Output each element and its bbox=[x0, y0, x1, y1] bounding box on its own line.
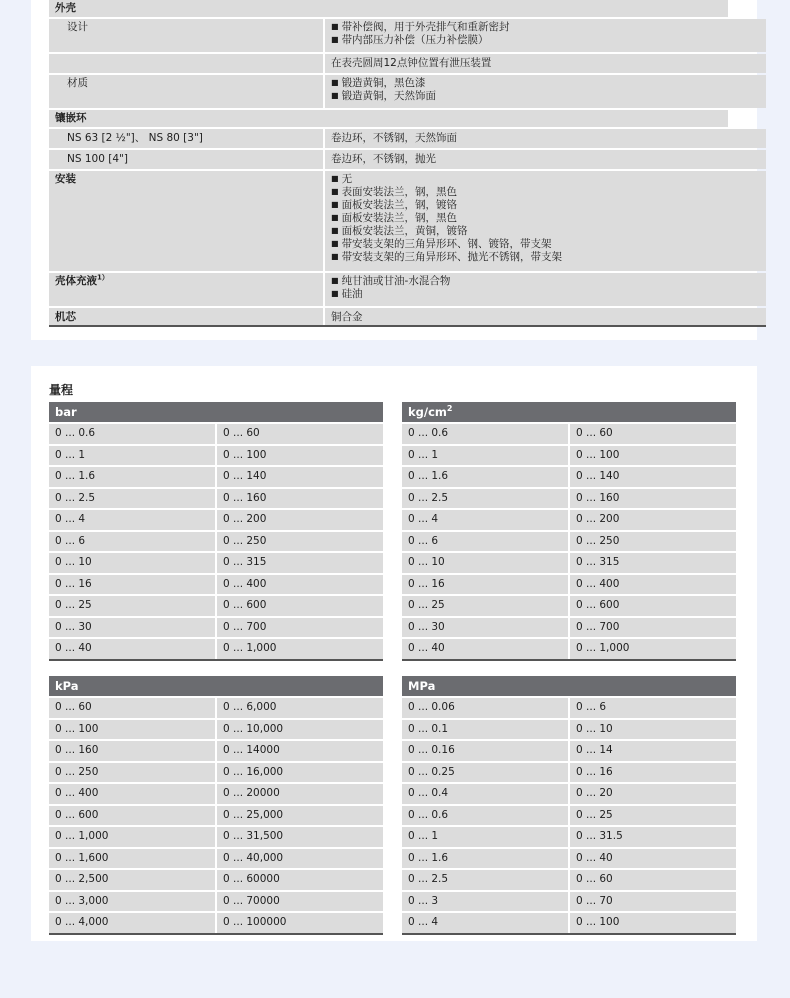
range-cell: 0 ... 31,500 bbox=[217, 825, 383, 847]
range-title: 量程 bbox=[49, 383, 74, 397]
range-cell: 0 ... 1,000 bbox=[570, 637, 736, 659]
range-cell: 0 ... 160 bbox=[570, 487, 736, 509]
material-item: ■ 锻造黄铜，天然饰面 bbox=[331, 90, 760, 103]
range-cell: 0 ... 700 bbox=[217, 616, 383, 638]
movement-label: 机芯 bbox=[49, 308, 323, 325]
range-cell: 0 ... 100 bbox=[49, 718, 215, 740]
range-cell: 0 ... 31.5 bbox=[570, 825, 736, 847]
spec-row-fill bbox=[49, 273, 766, 306]
fill-value bbox=[325, 273, 766, 306]
range-cell: 0 ... 100000 bbox=[217, 911, 383, 933]
range-cell: 0 ... 400 bbox=[217, 573, 383, 595]
spec-row-design-note bbox=[49, 54, 766, 73]
range-cell: 0 ... 16 bbox=[49, 573, 215, 595]
range-cell: 0 ... 30 bbox=[402, 616, 568, 638]
range-cell: 0 ... 315 bbox=[217, 551, 383, 573]
range-cell: 0 ... 6 bbox=[570, 696, 736, 718]
range-header bbox=[402, 402, 736, 422]
range-rows bbox=[49, 422, 383, 661]
range-cell: 0 ... 4 bbox=[49, 508, 215, 530]
range-cell: 0 ... 16 bbox=[570, 761, 736, 783]
range-cell: 0 ... 160 bbox=[49, 739, 215, 761]
range-cell: 0 ... 315 bbox=[570, 551, 736, 573]
table-row bbox=[49, 444, 383, 466]
bezel-size-2: NS 100 [4"] bbox=[49, 150, 323, 169]
mounting-item: ■ 面板安装法兰，钢，镀铬 bbox=[331, 199, 760, 212]
range-header bbox=[402, 676, 736, 696]
range-cell: 0 ... 140 bbox=[570, 465, 736, 487]
range-cell: 0 ... 1 bbox=[49, 444, 215, 466]
table-row bbox=[402, 551, 736, 573]
bezel-label: 镶嵌环 bbox=[49, 110, 728, 127]
range-cell: 0 ... 0.6 bbox=[402, 422, 568, 444]
range-cell: 0 ... 3,000 bbox=[49, 890, 215, 912]
table-row bbox=[402, 782, 736, 804]
table-row bbox=[402, 911, 736, 933]
table-row bbox=[402, 761, 736, 783]
table-row bbox=[49, 530, 383, 552]
table-row bbox=[49, 696, 383, 718]
range-cell: 0 ... 25 bbox=[49, 594, 215, 616]
range-cell: 0 ... 6 bbox=[49, 530, 215, 552]
table-row bbox=[49, 465, 383, 487]
table-row bbox=[49, 637, 383, 659]
range-cell: 0 ... 700 bbox=[570, 616, 736, 638]
range-cell: 0 ... 1,000 bbox=[217, 637, 383, 659]
range-cell: 0 ... 400 bbox=[570, 573, 736, 595]
range-header-label: kPa bbox=[55, 679, 79, 693]
spec-row-bezel-1 bbox=[49, 129, 766, 148]
range-header bbox=[49, 676, 383, 696]
range-cell: 0 ... 1 bbox=[402, 444, 568, 466]
design-item: ■ 带补偿阀，用于外壳排气和重新密封 bbox=[331, 21, 760, 34]
range-cell: 0 ... 40,000 bbox=[217, 847, 383, 869]
range-cell: 0 ... 60 bbox=[49, 696, 215, 718]
range-cell: 0 ... 25 bbox=[402, 594, 568, 616]
range-cell: 0 ... 400 bbox=[49, 782, 215, 804]
mounting-item: ■ 带安装支架的三角异形环、钢、镀铬，带支架 bbox=[331, 238, 760, 251]
table-row bbox=[49, 890, 383, 912]
fill-label bbox=[49, 273, 323, 306]
table-row bbox=[49, 422, 383, 444]
housing-label: 外壳 bbox=[49, 0, 728, 17]
range-table-mpa bbox=[402, 676, 736, 935]
table-row bbox=[402, 573, 736, 595]
range-cell: 0 ... 10,000 bbox=[217, 718, 383, 740]
range-table-kgcm2 bbox=[402, 402, 736, 661]
table-row bbox=[49, 594, 383, 616]
design-item: ■ 带内部压力补偿（压力补偿膜） bbox=[331, 34, 760, 47]
mounting-value bbox=[325, 171, 766, 271]
spec-card bbox=[31, 0, 757, 340]
fill-item: ■ 硅油 bbox=[331, 288, 760, 301]
range-header-label: MPa bbox=[408, 679, 436, 693]
spec-row-bezel-2 bbox=[49, 150, 766, 169]
range-rows bbox=[402, 696, 736, 935]
range-cell: 0 ... 600 bbox=[217, 594, 383, 616]
table-row bbox=[49, 508, 383, 530]
table-row bbox=[402, 422, 736, 444]
table-row bbox=[49, 718, 383, 740]
range-cell: 0 ... 200 bbox=[570, 508, 736, 530]
spec-row-movement bbox=[49, 308, 766, 327]
design-label: 设计 bbox=[49, 19, 323, 52]
table-row bbox=[49, 911, 383, 933]
design-value bbox=[325, 19, 766, 52]
table-row bbox=[402, 847, 736, 869]
range-cell: 0 ... 16,000 bbox=[217, 761, 383, 783]
range-cell: 0 ... 25,000 bbox=[217, 804, 383, 826]
range-cell: 0 ... 250 bbox=[217, 530, 383, 552]
range-cell: 0 ... 0.06 bbox=[402, 696, 568, 718]
range-cell: 0 ... 2.5 bbox=[49, 487, 215, 509]
range-cell: 0 ... 1,000 bbox=[49, 825, 215, 847]
table-row bbox=[49, 761, 383, 783]
range-rows bbox=[49, 696, 383, 935]
mounting-item: ■ 无 bbox=[331, 173, 760, 186]
range-cell: 0 ... 14000 bbox=[217, 739, 383, 761]
range-cell: 0 ... 10 bbox=[49, 551, 215, 573]
range-cell: 0 ... 4 bbox=[402, 508, 568, 530]
range-cell: 0 ... 16 bbox=[402, 573, 568, 595]
mounting-item: ■ 表面安装法兰，钢，黑色 bbox=[331, 186, 760, 199]
table-row bbox=[402, 594, 736, 616]
bezel-value-2: 卷边环，不锈钢，抛光 bbox=[325, 150, 766, 169]
range-cell: 0 ... 160 bbox=[217, 487, 383, 509]
range-cell: 0 ... 10 bbox=[402, 551, 568, 573]
fill-item: ■ 纯甘油或甘油-水混合物 bbox=[331, 275, 760, 288]
range-cell: 0 ... 30 bbox=[49, 616, 215, 638]
table-row bbox=[402, 696, 736, 718]
table-row bbox=[402, 465, 736, 487]
range-cell: 0 ... 2.5 bbox=[402, 868, 568, 890]
range-table-bar bbox=[49, 402, 383, 661]
table-row bbox=[49, 868, 383, 890]
range-cell: 0 ... 140 bbox=[217, 465, 383, 487]
range-cell: 0 ... 40 bbox=[402, 637, 568, 659]
range-card bbox=[31, 366, 757, 941]
range-cell: 0 ... 1.6 bbox=[402, 847, 568, 869]
table-row bbox=[49, 739, 383, 761]
bezel-size-1: NS 63 [2 ½"]、 NS 80 [3"] bbox=[49, 129, 323, 148]
table-row bbox=[402, 637, 736, 659]
range-cell: 0 ... 0.16 bbox=[402, 739, 568, 761]
range-cell: 0 ... 600 bbox=[570, 594, 736, 616]
table-row bbox=[49, 573, 383, 595]
material-label: 材质 bbox=[49, 75, 323, 108]
range-cell: 0 ... 20 bbox=[570, 782, 736, 804]
range-cell: 0 ... 2,500 bbox=[49, 868, 215, 890]
spec-row-mounting bbox=[49, 171, 766, 271]
range-cell: 0 ... 70000 bbox=[217, 890, 383, 912]
range-cell: 0 ... 60000 bbox=[217, 868, 383, 890]
range-cell: 0 ... 25 bbox=[570, 804, 736, 826]
fill-label-text: 壳体充液 bbox=[55, 275, 97, 287]
table-row bbox=[402, 530, 736, 552]
table-row bbox=[402, 718, 736, 740]
range-cell: 0 ... 14 bbox=[570, 739, 736, 761]
table-row bbox=[402, 444, 736, 466]
range-cell: 0 ... 70 bbox=[570, 890, 736, 912]
range-table-kpa bbox=[49, 676, 383, 935]
table-row bbox=[402, 616, 736, 638]
range-cell: 0 ... 2.5 bbox=[402, 487, 568, 509]
range-cell: 0 ... 0.25 bbox=[402, 761, 568, 783]
range-cell: 0 ... 100 bbox=[570, 444, 736, 466]
range-cell: 0 ... 250 bbox=[49, 761, 215, 783]
table-row bbox=[49, 847, 383, 869]
mounting-item: ■ 面板安装法兰，钢，黑色 bbox=[331, 212, 760, 225]
table-row bbox=[49, 804, 383, 826]
range-cell: 0 ... 60 bbox=[217, 422, 383, 444]
movement-value: 铜合金 bbox=[325, 308, 766, 325]
mounting-item: ■ 带安装支架的三角异形环、抛光不锈钢，带支架 bbox=[331, 251, 760, 264]
range-header-label: bar bbox=[55, 405, 77, 419]
range-cell: 0 ... 0.6 bbox=[402, 804, 568, 826]
range-cell: 0 ... 3 bbox=[402, 890, 568, 912]
mounting-item: ■ 面板安装法兰，黄铜，镀铬 bbox=[331, 225, 760, 238]
spec-row-design bbox=[49, 19, 766, 52]
table-row bbox=[49, 487, 383, 509]
table-row bbox=[402, 487, 736, 509]
range-cell: 0 ... 200 bbox=[217, 508, 383, 530]
table-row bbox=[49, 825, 383, 847]
range-cell: 0 ... 4 bbox=[402, 911, 568, 933]
design-note: 在表壳圆周12点钟位置有泄压装置 bbox=[325, 54, 766, 73]
range-cell: 0 ... 1 bbox=[402, 825, 568, 847]
range-cell: 0 ... 40 bbox=[49, 637, 215, 659]
range-cell: 0 ... 20000 bbox=[217, 782, 383, 804]
table-row bbox=[402, 868, 736, 890]
bezel-value-1: 卷边环，不锈钢，天然饰面 bbox=[325, 129, 766, 148]
table-row bbox=[402, 825, 736, 847]
range-cell: 0 ... 60 bbox=[570, 868, 736, 890]
range-cell: 0 ... 6 bbox=[402, 530, 568, 552]
table-row bbox=[402, 804, 736, 826]
spec-table bbox=[49, 0, 766, 327]
table-row bbox=[49, 616, 383, 638]
range-cell: 0 ... 0.4 bbox=[402, 782, 568, 804]
table-row bbox=[49, 551, 383, 573]
spec-row-material bbox=[49, 75, 766, 108]
range-cell: 0 ... 1.6 bbox=[49, 465, 215, 487]
range-header-sup: 2 bbox=[446, 404, 453, 414]
range-cell: 0 ... 0.1 bbox=[402, 718, 568, 740]
range-rows bbox=[402, 422, 736, 661]
range-header bbox=[49, 402, 383, 422]
range-cell: 0 ... 40 bbox=[570, 847, 736, 869]
empty-label-cell bbox=[49, 54, 323, 73]
range-cell: 0 ... 10 bbox=[570, 718, 736, 740]
table-row bbox=[402, 739, 736, 761]
range-cell: 0 ... 250 bbox=[570, 530, 736, 552]
range-cell: 0 ... 100 bbox=[570, 911, 736, 933]
range-cell: 0 ... 100 bbox=[217, 444, 383, 466]
range-header-label: kg/cm bbox=[408, 405, 447, 419]
range-cell: 0 ... 600 bbox=[49, 804, 215, 826]
material-value bbox=[325, 75, 766, 108]
table-row bbox=[402, 890, 736, 912]
fill-footnote: 1） bbox=[97, 273, 109, 282]
range-cell: 0 ... 4,000 bbox=[49, 911, 215, 933]
range-cell: 0 ... 60 bbox=[570, 422, 736, 444]
range-cell: 0 ... 1.6 bbox=[402, 465, 568, 487]
mounting-label: 安装 bbox=[49, 171, 323, 271]
spec-row-bezel bbox=[49, 110, 766, 127]
table-row bbox=[49, 782, 383, 804]
table-row bbox=[402, 508, 736, 530]
spec-row-housing bbox=[49, 0, 766, 17]
range-cell: 0 ... 0.6 bbox=[49, 422, 215, 444]
range-cell: 0 ... 1,600 bbox=[49, 847, 215, 869]
material-item: ■ 锻造黄铜，黑色漆 bbox=[331, 77, 760, 90]
range-cell: 0 ... 6,000 bbox=[217, 696, 383, 718]
